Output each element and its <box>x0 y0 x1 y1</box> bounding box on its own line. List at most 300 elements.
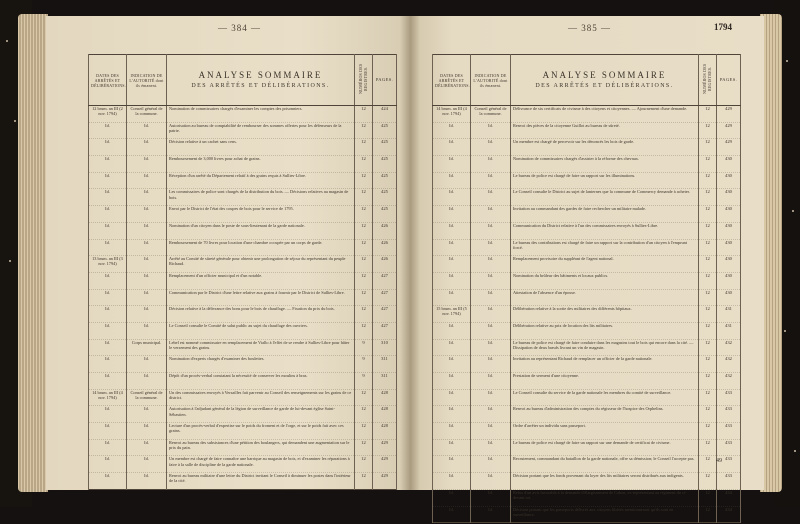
table-row <box>433 239 741 256</box>
entry-register-number: 12 <box>355 423 373 440</box>
entry-summary: Ordre d'arrêter un individu sans passeport. <box>511 423 699 440</box>
entry-register-number: 12 <box>355 189 373 206</box>
entry-register-number: 12 <box>699 222 717 239</box>
entry-authority: Id. <box>471 439 511 456</box>
entry-register-number: 12 <box>699 423 717 440</box>
entry-date: Id. <box>433 139 471 156</box>
header-title: ANALYSE SOMMAIRE <box>198 70 323 80</box>
entry-authority: Id. <box>127 306 167 323</box>
entry-page: 428 <box>373 423 397 440</box>
entry-register-number: 12 <box>355 222 373 239</box>
entry-authority: Id. <box>127 206 167 223</box>
table-row <box>89 356 397 373</box>
entry-authority: Id. <box>471 139 511 156</box>
entry-page: 434 <box>717 489 741 506</box>
header-subtitle: DES ARRÊTÉS ET DÉLIBÉRATIONS. <box>191 83 330 89</box>
header-subtitle: DES ARRÊTÉS ET DÉLIBÉRATIONS. <box>535 83 674 89</box>
entry-date: 14 brum. an III (4 nov. 1794) <box>89 389 127 406</box>
entry-authority: Id. <box>471 272 511 289</box>
table-row <box>433 373 741 390</box>
entry-page: 425 <box>373 139 397 156</box>
entry-register-number: 12 <box>355 406 373 423</box>
entry-register-number: 12 <box>699 306 717 323</box>
entry-summary: Nomination de commissaires chargés d'assister à la réforme des chevaux. <box>511 156 699 173</box>
entry-register-number: 12 <box>355 456 373 473</box>
table-row <box>433 256 741 273</box>
entry-summary: Nomination de commissaires chargés d'examiner les comptes des prisonniers. <box>167 106 355 123</box>
entry-date: Id. <box>433 122 471 139</box>
entry-authority: Id. <box>127 122 167 139</box>
entry-register-number: 12 <box>355 389 373 406</box>
entry-page: 430 <box>717 156 741 173</box>
entry-register-number: 12 <box>699 206 717 223</box>
table-row <box>89 423 397 440</box>
entry-page: 429 <box>717 106 741 123</box>
entry-date: Id. <box>89 172 127 189</box>
entry-authority: Corps municipal. <box>127 339 167 356</box>
entry-authority: Id. <box>471 389 511 406</box>
entry-register-number: 9 <box>355 373 373 390</box>
entry-register-number: 12 <box>699 189 717 206</box>
table-row <box>89 439 397 456</box>
entry-register-number: 12 <box>699 389 717 406</box>
page-edges-left <box>18 14 48 492</box>
table-row <box>89 456 397 473</box>
entry-summary: Communication du District relative à l'un des commissaires envoyés à Sullies-Libre. <box>511 222 699 239</box>
entry-date: Id. <box>433 256 471 273</box>
entry-authority: Id. <box>471 122 511 139</box>
entry-page: 433 <box>717 456 741 473</box>
entry-register-number: 12 <box>355 122 373 139</box>
entry-register-number: 12 <box>355 106 373 123</box>
entry-register-number: 12 <box>699 489 717 506</box>
header-pages: PAGES. <box>373 55 397 106</box>
entry-date: 15 brum. an III (5 nov. 1794) <box>433 306 471 323</box>
entry-authority: Id. <box>471 406 511 423</box>
entry-summary: Prestation de serment d'une citoyenne. <box>511 373 699 390</box>
entry-page: 430 <box>717 272 741 289</box>
entry-date: Id. <box>433 339 471 356</box>
entry-register-number: 12 <box>699 172 717 189</box>
entry-authority: Id. <box>127 473 167 490</box>
entry-authority: Id. <box>471 423 511 440</box>
table-row <box>89 189 397 206</box>
table-row <box>89 172 397 189</box>
entry-summary: Renvoi au bureau des subsistances d'une pétition des boulangers, qui demandent une augmentation sur le prix du pain. <box>167 439 355 456</box>
entry-register-number: 12 <box>355 306 373 323</box>
entry-summary: Un membre est chargé de percevoir sur les dénoncés les bois de garde. <box>511 139 699 156</box>
entry-register-number: 12 <box>699 139 717 156</box>
entry-page: 425 <box>373 206 397 223</box>
entry-date: Id. <box>433 206 471 223</box>
entry-authority: Id. <box>471 356 511 373</box>
entry-register-number: 12 <box>699 473 717 490</box>
entry-authority: Conseil général de la commune. <box>471 106 511 123</box>
header-analysis <box>511 55 699 106</box>
entry-authority: Id. <box>471 206 511 223</box>
header-authority: INDICATION DE L'AUTORITÉ dont ils émanent. <box>127 55 167 106</box>
table-row <box>89 473 397 490</box>
header-pages: PAGES. <box>717 55 741 106</box>
entry-summary: Remboursement de 3,000 livres pour achat de grains. <box>167 156 355 173</box>
entry-page: 427 <box>373 289 397 306</box>
table-row <box>433 489 741 506</box>
entry-register-number: 12 <box>355 439 373 456</box>
entry-authority: Id. <box>127 439 167 456</box>
entry-date: Id. <box>89 373 127 390</box>
entry-summary: Attestation de l'absence d'un épouse. <box>511 289 699 306</box>
entry-authority: Id. <box>471 189 511 206</box>
entry-summary: Envoi par le District de l'état des coupes de bois pour le service de 1795. <box>167 206 355 223</box>
entry-summary: Délivrance de six certificats de civisme à des citoyens et citoyennes. — Ajournement d'une demande. <box>511 106 699 123</box>
entry-summary: Remplacement provisoire du suppléant de l'agent national. <box>511 256 699 273</box>
entry-register-number: 12 <box>699 272 717 289</box>
entry-summary: Le bureau des contributions est chargé de faire un rapport sur la contribution d'un citoyen à l'emprunt forcé. <box>511 239 699 256</box>
header-title: ANALYSE SOMMAIRE <box>542 70 667 80</box>
entry-register-number: 9 <box>355 356 373 373</box>
entry-date: Id. <box>89 222 127 239</box>
header-authority: INDICATION DE L'AUTORITÉ dont ils émanent. <box>471 55 511 106</box>
entry-date: Id. <box>89 206 127 223</box>
entry-page: 425 <box>373 122 397 139</box>
entry-register-number: 12 <box>699 122 717 139</box>
entry-register-number: 9 <box>355 339 373 356</box>
table-row <box>89 389 397 406</box>
entry-summary: Le bureau de police est chargé de faire un rapport sur une demande de certificat de civisme. <box>511 439 699 456</box>
entry-register-number: 12 <box>699 356 717 373</box>
table-row <box>433 389 741 406</box>
entry-page: 430 <box>717 239 741 256</box>
entry-authority: Id. <box>471 289 511 306</box>
entry-register-number: 12 <box>699 373 717 390</box>
entry-date: Id. <box>433 272 471 289</box>
table-row <box>433 306 741 323</box>
entry-authority: Id. <box>471 172 511 189</box>
entry-register-number: 12 <box>699 256 717 273</box>
entry-date: Id. <box>89 239 127 256</box>
entry-summary: Invitation au représentant Richaud de remplacer un officier de la garde nationale. <box>511 356 699 373</box>
entry-date: Id. <box>433 439 471 456</box>
entry-date: Id. <box>89 306 127 323</box>
entry-summary: Délibération relative au prix de location des lits militaires. <box>511 322 699 339</box>
entry-authority: Id. <box>471 239 511 256</box>
footer-page-number: 49 <box>716 458 722 464</box>
entry-date: Id. <box>433 373 471 390</box>
entry-summary: Le Conseil consulte le District au sujet de lanternes que la commune de Commercy demande à acheter. <box>511 189 699 206</box>
table-row <box>433 206 741 223</box>
table-row <box>89 289 397 306</box>
entry-summary: Recrutement, commandant du bataillon de la garde nationale, offre sa démission; le Conseil l'accepte pas. <box>511 456 699 473</box>
entry-page: 433 <box>717 439 741 456</box>
entry-date: Id. <box>433 506 471 523</box>
entry-page: 428 <box>373 389 397 406</box>
entry-page: 430 <box>717 289 741 306</box>
entry-page: 431 <box>717 306 741 323</box>
entry-authority: Id. <box>471 506 511 523</box>
entry-page: 430 <box>717 256 741 273</box>
entry-authority: Id. <box>127 256 167 273</box>
entry-date: Id. <box>89 473 127 490</box>
entry-page: 426 <box>373 256 397 273</box>
header-number <box>355 55 373 106</box>
entry-date: Id. <box>89 156 127 173</box>
table-row <box>89 306 397 323</box>
entry-page: 427 <box>373 272 397 289</box>
entry-register-number: 12 <box>699 289 717 306</box>
entry-page: 430 <box>717 172 741 189</box>
entry-page: 431 <box>717 322 741 339</box>
entry-page: 426 <box>373 222 397 239</box>
header-number-label: NUMÉROS DES REGISTRES. <box>702 64 713 95</box>
entry-date: Id. <box>433 322 471 339</box>
table-row <box>433 456 741 473</box>
table-row <box>433 322 741 339</box>
entry-register-number: 12 <box>699 406 717 423</box>
entry-date: Id. <box>433 156 471 173</box>
entry-summary: Refus d'un avis favorable à la demande d'élargissement de Cabon, ex-représentant au régiment du ci-devant roi. <box>511 489 699 506</box>
table-row <box>433 506 741 523</box>
entry-page: 432 <box>717 339 741 356</box>
entry-register-number: 12 <box>699 106 717 123</box>
table-row <box>433 356 741 373</box>
entry-page: 311 <box>373 373 397 390</box>
right-page-number: — 385 — <box>568 23 611 33</box>
header-date: DATES DES ARRÊTÉS ET DÉLIBÉRATIONS. <box>433 55 471 106</box>
header-date: DATES DES ARRÊTÉS ET DÉLIBÉRATIONS. <box>89 55 127 106</box>
table-header-row <box>433 55 741 106</box>
entry-register-number: 12 <box>355 322 373 339</box>
header-analysis <box>167 55 355 106</box>
table-row <box>433 106 741 123</box>
entry-summary: Autorisation au bureau de comptabilité de rembourser des sommes offertes pour les défenseurs de la patrie. <box>167 122 355 139</box>
table-row <box>433 156 741 173</box>
right-ledger-body <box>433 106 741 523</box>
table-row <box>433 289 741 306</box>
table-row <box>89 322 397 339</box>
table-row <box>433 139 741 156</box>
entry-register-number: 12 <box>699 439 717 456</box>
table-row <box>433 189 741 206</box>
entry-date: 14 brum. an III (4 nov. 1794) <box>433 106 471 123</box>
entry-summary: Arrêté au Comité de sûreté générale pour obtenir une prolongation de séjour du représentant du peuple Richaud. <box>167 256 355 273</box>
entry-date: 12 brum. an III (2 nov. 1794) <box>89 106 127 123</box>
table-row <box>433 172 741 189</box>
entry-authority: Id. <box>127 322 167 339</box>
entry-page: 432 <box>717 373 741 390</box>
entry-summary: Le Conseil consulte du service de la garde nationale les membres du comité de surveillance. <box>511 389 699 406</box>
entry-summary: Un membre est chargé de faire connaître une barrique au magasin de bois, et d'examiner les réparations à faire à la salle de discipline de la garde nationale. <box>167 456 355 473</box>
entry-authority: Id. <box>471 256 511 273</box>
entry-authority: Id. <box>127 172 167 189</box>
entry-page: 433 <box>717 423 741 440</box>
entry-date: Id. <box>433 239 471 256</box>
entry-date: Id. <box>433 189 471 206</box>
entry-summary: Le bureau de police est chargé de faire un rapport sur les illuminations. <box>511 172 699 189</box>
entry-register-number: 12 <box>355 206 373 223</box>
entry-authority: Id. <box>127 456 167 473</box>
year-heading: 1794 <box>714 22 732 32</box>
entry-date: 13 brum. an III (3 nov. 1794) <box>89 256 127 273</box>
entry-authority: Id. <box>127 139 167 156</box>
entry-page: 311 <box>373 356 397 373</box>
entry-page: 310 <box>373 339 397 356</box>
entry-page: 429 <box>717 139 741 156</box>
entry-authority: Id. <box>127 222 167 239</box>
entry-summary: Renvoi au bureau militaire d'une lettre du District invitant le Conseil à diminuer les postes dans l'intérieur de la cité. <box>167 473 355 490</box>
entry-authority: Id. <box>127 423 167 440</box>
entry-authority: Id. <box>127 406 167 423</box>
entry-summary: Lecture d'un procès-verbal d'expertise sur le poids du froment et de l'orge, et sur le poids fait avec ces grains. <box>167 423 355 440</box>
entry-date: Id. <box>89 439 127 456</box>
left-ledger-body <box>89 106 397 490</box>
entry-page: 433 <box>717 473 741 490</box>
entry-summary: Décision relative à la délivrance des bons pour le bois de chauffage. — Fixation du prix du bois. <box>167 306 355 323</box>
entry-page: 429 <box>373 473 397 490</box>
entry-register-number: 12 <box>355 139 373 156</box>
entry-date: Id. <box>89 456 127 473</box>
entry-date: Id. <box>433 289 471 306</box>
entry-date: Id. <box>433 406 471 423</box>
entry-summary: Remplacement d'un officier municipal et d'un notable. <box>167 272 355 289</box>
entry-date: Id. <box>89 356 127 373</box>
table-row <box>433 473 741 490</box>
entry-page: 425 <box>373 189 397 206</box>
entry-authority: Id. <box>471 222 511 239</box>
entry-authority: Id. <box>471 373 511 390</box>
table-row <box>89 139 397 156</box>
header-number-label: NUMÉROS DES REGISTRES. <box>358 64 369 95</box>
entry-authority: Id. <box>127 156 167 173</box>
entry-authority: Id. <box>127 272 167 289</box>
entry-page: 429 <box>717 122 741 139</box>
table-header-row <box>89 55 397 106</box>
entry-authority: Id. <box>127 189 167 206</box>
entry-summary: Réception d'un arrêté du Département relatif à des grains requis à Sullies-Libre. <box>167 172 355 189</box>
entry-page: 433 <box>717 406 741 423</box>
entry-summary: Décision portant que les passeports délivrés aux citoyens libérés mentionneront qu'ils sont en surveillance. <box>511 506 699 523</box>
entry-authority: Conseil général de la commune. <box>127 106 167 123</box>
table-row <box>89 256 397 273</box>
entry-summary: Un des commissaires envoyés à Versailles fait parvenir au Conseil des renseignements sur les grains de ce district. <box>167 389 355 406</box>
entry-authority: Conseil général de la commune. <box>127 389 167 406</box>
entry-page: 429 <box>373 439 397 456</box>
entry-summary: Autorisation à l'adjudant général de la légion de surveillance de garde de lui-devant église Saint-Sébastien. <box>167 406 355 423</box>
entry-page: 425 <box>373 156 397 173</box>
entry-date: Id. <box>433 222 471 239</box>
entry-summary: Nomination d'un citoyen dans le poste de sous-lieutenant de la garde nationale. <box>167 222 355 239</box>
entry-summary: Le bureau de police est chargé de faire conduire dans les magasins tout le bois qui encore dans la cité. — Dissipation de deux bœufs livrant un vin de magasin. <box>511 339 699 356</box>
entry-date: Id. <box>433 456 471 473</box>
table-row <box>89 106 397 123</box>
left-page-number: — 384 — <box>218 23 261 33</box>
entry-summary: Délibération relative à la sortie des militaires des différents hôpitaux. <box>511 306 699 323</box>
entry-page: 427 <box>373 306 397 323</box>
table-row <box>433 122 741 139</box>
entry-register-number: 12 <box>355 289 373 306</box>
entry-summary: Invitation au commandant des gardes de faire rechercher un militaire malade. <box>511 206 699 223</box>
entry-date: Id. <box>433 172 471 189</box>
entry-authority: Id. <box>127 356 167 373</box>
entry-date: Id. <box>89 423 127 440</box>
entry-page: 428 <box>373 406 397 423</box>
entry-date: Id. <box>89 189 127 206</box>
entry-page: 433 <box>717 389 741 406</box>
entry-authority: Id. <box>471 156 511 173</box>
entry-register-number: 12 <box>355 256 373 273</box>
table-row <box>89 122 397 139</box>
entry-summary: Lebel est nommé commissaire en remplacement de Viallo à l'effet de se rendre à Sullies-Libre pour hâter le versement des grains. <box>167 339 355 356</box>
entry-date: Id. <box>89 272 127 289</box>
entry-register-number: 12 <box>699 322 717 339</box>
entry-date: Id. <box>89 406 127 423</box>
entry-page: 434 <box>717 506 741 523</box>
entry-summary: Décision relative à un cachet sans cens. <box>167 139 355 156</box>
entry-register-number: 12 <box>355 239 373 256</box>
entry-authority: Id. <box>127 239 167 256</box>
entry-summary: Renvoi des pièces de la citoyenne Guillot au bureau de sûreté. <box>511 122 699 139</box>
table-row <box>89 222 397 239</box>
table-row <box>433 423 741 440</box>
entry-date: Id. <box>433 423 471 440</box>
entry-register-number: 12 <box>699 239 717 256</box>
table-row <box>89 239 397 256</box>
entry-summary: Nomination du brûleur des bâtiments et locaux publics. <box>511 272 699 289</box>
entry-summary: Nomination d'experts chargés d'examiner des boulettes. <box>167 356 355 373</box>
entry-summary: Les commissaires de police sont chargés de la distribution du bois. — Décisions relatives au magasin de bois. <box>167 189 355 206</box>
table-row <box>89 272 397 289</box>
table-row <box>433 339 741 356</box>
entry-authority: Id. <box>471 456 511 473</box>
entry-register-number: 12 <box>699 456 717 473</box>
entry-summary: Communication par le District d'une lettre relative aux grains à fournir par le District de Sullies-Libre. <box>167 289 355 306</box>
entry-summary: Dépôt d'un procès-verbal constatant la nécessité de conserver les moulins à bras. <box>167 373 355 390</box>
entry-date: Id. <box>89 322 127 339</box>
entry-date: Id. <box>433 489 471 506</box>
entry-page: 424 <box>373 106 397 123</box>
entry-date: Id. <box>89 289 127 306</box>
entry-page: 429 <box>373 456 397 473</box>
table-row <box>433 439 741 456</box>
table-row <box>433 406 741 423</box>
entry-register-number: 12 <box>699 339 717 356</box>
entry-register-number: 12 <box>355 156 373 173</box>
entry-page: 427 <box>373 322 397 339</box>
entry-summary: Le Conseil consulte le Comité de salut public au sujet du chauffage des ouvriers. <box>167 322 355 339</box>
entry-authority: Id. <box>127 373 167 390</box>
entry-register-number: 12 <box>699 156 717 173</box>
entry-date: Id. <box>89 139 127 156</box>
table-row <box>433 272 741 289</box>
entry-authority: Id. <box>471 322 511 339</box>
book-gutter <box>400 16 420 490</box>
entry-page: 426 <box>373 239 397 256</box>
entry-summary: Remboursement de 70 livres pour location d'une chambre occupée par un corps de garde. <box>167 239 355 256</box>
entry-authority: Id. <box>471 473 511 490</box>
table-row <box>89 373 397 390</box>
entry-register-number: 12 <box>355 272 373 289</box>
left-ledger-table <box>88 54 397 490</box>
entry-authority: Id. <box>471 489 511 506</box>
entry-page: 430 <box>717 206 741 223</box>
entry-date: Id. <box>89 122 127 139</box>
entry-register-number: 12 <box>699 506 717 523</box>
entry-page: 430 <box>717 189 741 206</box>
table-row <box>89 156 397 173</box>
entry-summary: Décision portant que les fonds provenant du loyer des lits militaires seront distribués aux indigents. <box>511 473 699 490</box>
entry-register-number: 12 <box>355 172 373 189</box>
entry-date: Id. <box>433 473 471 490</box>
entry-summary: Renvoi au bureau d'administration des comptes du régisseur de l'hospice des Orphelins. <box>511 406 699 423</box>
